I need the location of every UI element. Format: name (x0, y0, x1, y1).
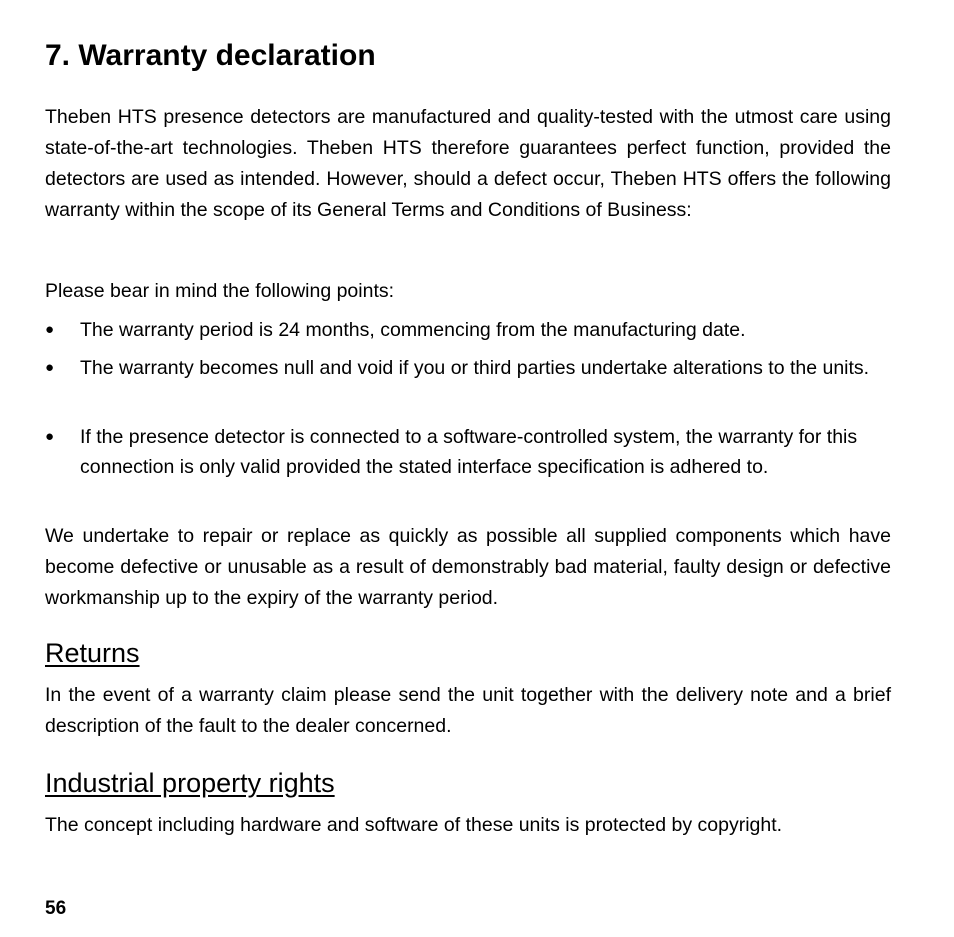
bullet-icon: ● (45, 359, 55, 376)
list-item (45, 353, 891, 383)
list-item-text: The warranty becomes null and void if you or third parties undertake alterations to the units. (80, 357, 870, 379)
points-intro: Please bear in mind the following points: (45, 280, 395, 302)
list-item (45, 422, 891, 482)
industrial-property-rights-paragraph: The concept including hardware and software of these units is protected by copyright. (45, 814, 783, 836)
undertaking-paragraph: We undertake to repair or replace as quickly as possible all supplied components which have become defective or unusable as a result of demonstrably bad material, faulty design or defective workmanship up to the expiry of the warranty period. (45, 525, 891, 609)
list-item-text: The warranty period is 24 months, commencing from the manufacturing date. (80, 319, 746, 341)
intro-paragraph: Theben HTS presence detectors are manufactured and quality-tested with the utmost care using state-of-the-art technologies. Theben HTS therefore guarantees perfect function, provided the detectors are used as intended. However, should a defect occur, Theben HTS offers the following warranty within the scope of its General Terms and Conditions of Business: (45, 106, 891, 221)
list-item-text: If the presence detector is connected to a software-controlled system, the warranty for this connection is only valid provided the stated interface specification is adhered to. (80, 426, 858, 478)
list-item (45, 315, 891, 345)
returns-heading: Returns (45, 638, 140, 668)
section-title: 7. Warranty declaration (45, 39, 376, 72)
industrial-property-rights-heading: Industrial property rights (45, 768, 335, 798)
page-number: 56 (45, 898, 67, 919)
bullet-icon: ● (45, 321, 55, 338)
bullet-icon: ● (45, 428, 55, 445)
returns-paragraph: In the event of a warranty claim please send the unit together with the delivery note and a brief description of the fault to the dealer concerned. (45, 684, 891, 737)
